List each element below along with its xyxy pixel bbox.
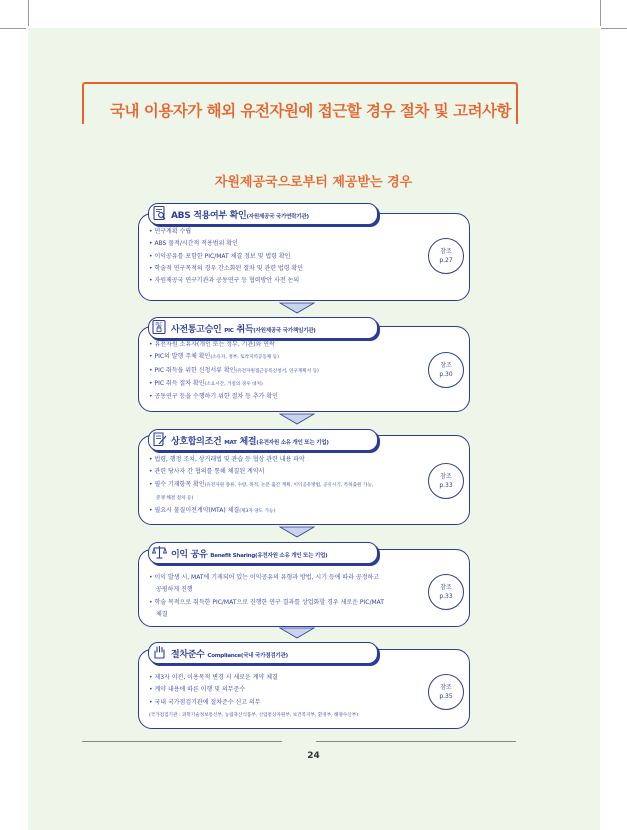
footer-rule-right [316, 741, 516, 742]
list-item: • 학술 목적으로 취득한 PIC/MAT으로 진행한 연구 결과를 상업화할 경우 새로운 PIC/MAT [149, 598, 384, 606]
list-item: • 국내 국가점검기관에 절차준수 신고 의무 [149, 698, 261, 706]
list-item: • 법령, 행정 조치, 상거래법 및 관습 등 협상 관련 내용 파악 [149, 456, 305, 463]
footer-rule-left [82, 741, 282, 742]
section-subtitle: 자원제공국으로부터 제공받는 경우 [214, 175, 413, 190]
step-items [149, 672, 358, 722]
list-item: • 제3자 이전, 이용목적 변경 시 새로운 계약 체결 [149, 674, 278, 681]
list-item: • 필요시 물질이전계약(MTA) 체결(제3자 양도 가능) [149, 507, 276, 515]
contract-scroll-icon [151, 431, 168, 447]
list-item: • 이익공유를 포함한 PIC/MAT 체결 정보 및 법령 확인 [149, 252, 291, 260]
pic-lock-icon [151, 319, 168, 335]
step-tab-mat [148, 429, 378, 451]
document-search-icon [151, 205, 168, 221]
down-arrow-icon [279, 526, 315, 538]
step-items [149, 572, 384, 621]
list-item: • 유전자원 소유자(개인 또는 정부, 기관)와 연락 [149, 341, 275, 348]
list-item: • PIC 취득 절차 확인(소요시간, 거절의 경우 대처) [149, 379, 263, 387]
list-item: • 연구계획 수립 [149, 228, 192, 235]
step-items [149, 339, 319, 403]
list-item: 분쟁 해결 절차 등) [156, 495, 194, 501]
list-item: • 학술적 연구목적의 경우 간소화된 절차 및 관련 법령 확인 [149, 264, 304, 272]
hand-check-icon [151, 644, 168, 660]
reference-badge: 참조 p.35 [428, 674, 464, 710]
down-arrow-icon [279, 302, 315, 314]
crop-mark [600, 0, 601, 26]
reference-badge: 참조 p.30 [428, 352, 464, 388]
step-title: 이익 공유 Benefit Sharing(유전자원 소유 개인 또는 기업) [171, 550, 328, 560]
list-item: 공평하게 진행 [156, 586, 193, 594]
list-item: • ABS 물적/시간적 적용범위 확인 [149, 240, 238, 248]
step-tab-compliance [148, 642, 378, 664]
step-items [149, 454, 373, 518]
list-item: • PIC 취득을 위한 신청서류 확인(유전자원접근등록신청서, 연구계획서 등) [149, 366, 319, 374]
list-item: • 공동연구 등을 수행하기 위한 절차 등 추가 확인 [149, 393, 278, 401]
step-title: 사전통고승인 PIC 취득(자원제공국 국가책임기관) [171, 325, 316, 335]
list-item: • PIC의 발행 주체 확인(소유자, 정부, 토착지역공동체 등) [149, 353, 279, 361]
list-item: • 관련 당사자 간 협의를 통해 체결된 계약서 [149, 468, 265, 476]
list-item: • 자원제공국 연구기관과 공동연구 등 협력방안 사전 논의 [149, 277, 300, 285]
reference-badge: 참조 p.33 [428, 463, 464, 499]
list-item: (국가점검기관 : 과학기술정보통신부, 농림축산식품부, 산업통상자원부, 보건복지부, 환경부, 해양수산부) [149, 712, 359, 718]
crop-mark [0, 28, 26, 29]
step-items [149, 226, 303, 287]
down-arrow-icon [279, 413, 315, 425]
step-title: ABS 적용여부 확인(자원제공국 국가연락기관) [171, 211, 309, 221]
reference-badge: 참조 p.27 [428, 238, 464, 274]
svg-text:PIC: PIC [155, 322, 163, 328]
step-title: 절차준수 Compliance(국내 국가점검기관) [171, 650, 288, 660]
crop-mark [601, 28, 627, 29]
page-title: 국내 이용자가 해외 유전자원에 접근할 경우 절차 및 고려사항 [110, 102, 511, 120]
step-tab-abs [148, 203, 378, 225]
crop-mark [28, 0, 29, 26]
list-item: 체결 [156, 610, 168, 618]
list-item: • 계약 내용에 따른 이행 및 의무준수 [149, 686, 246, 694]
reference-badge: 참조 p.33 [428, 574, 464, 610]
step-tab-benefit-sharing [148, 542, 378, 564]
step-tab-pic [148, 317, 378, 339]
list-item: • 이익 발생 시, MAT에 기재되어 있는 이익공유의 유형과 방법, 시기 등에 따라 공정하고 [149, 574, 380, 581]
step-card-abs [138, 213, 470, 301]
scales-icon [151, 544, 168, 560]
step-title: 상호합의조건 MAT 체결(유전자원 소유 개인 또는 기업) [171, 437, 329, 447]
page-number: 24 [307, 751, 320, 761]
list-item: • 필수 기재항목 확인(유전자원 종류, 수량, 목적, 논문 출간 계획, 이익공유방법, 공유시기, 특허출원 가능, [149, 480, 374, 488]
down-arrow-icon [279, 627, 315, 639]
